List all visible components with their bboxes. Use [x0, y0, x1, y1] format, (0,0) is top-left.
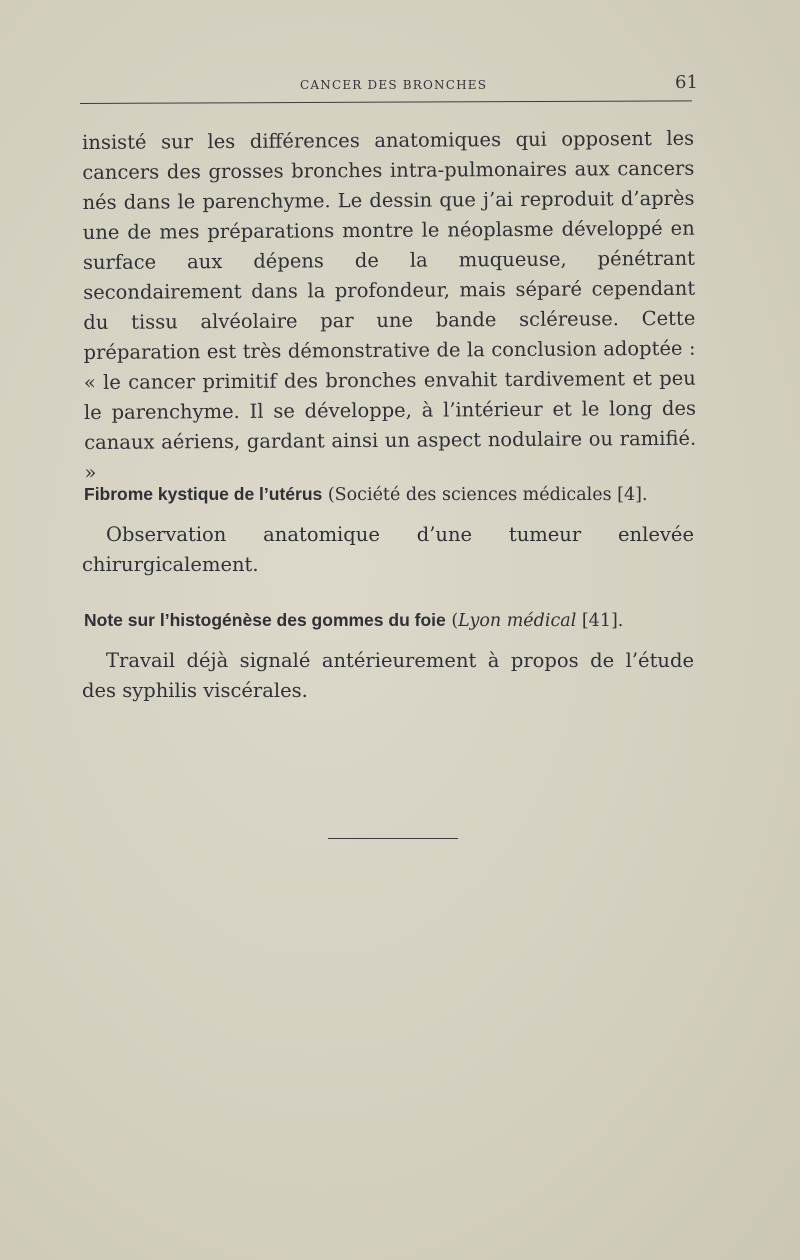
- entry-source-journal: Lyon médical: [458, 611, 577, 631]
- body-paragraph: insisté sur les différences anatomiques qui opposent les cancers des grosses bronches intra-pulmonaires aux cancers nés dans le parenchyme. Le dessin que j’ai reproduit d’après une de mes préparations montre le néoplasme développé en surface aux dépens de la muqueuse, pénétrant secondairement dans la profondeur, mais séparé cependant du tissu alvéolaire par une bande scléreuse. Cette préparation est très démonstrative de la conclusion adoptée : « le cancer primitif des bronches envahit tardivement et peu le parenchyme. Il se développe, à l’intérieur et le long des canaux aériens, gardant ainsi un aspect nodulaire ou ramifié. »: [82, 126, 697, 484]
- header-rule: [80, 100, 692, 104]
- entry-title: Fibrome kystique de l’utérus: [84, 484, 323, 504]
- entry-heading-fibrome: [84, 480, 696, 509]
- entry-description-gommes: Travail déjà signalé antérieurement à propos de l’étude des syphilis viscérales.: [82, 649, 694, 702]
- entry-title: Note sur l’histogénèse des gommes du foie: [84, 610, 446, 630]
- running-head-title: CANCER DES BRONCHES: [300, 78, 488, 92]
- entry-source-close: [41].: [576, 611, 624, 631]
- entry-source: (Société des sciences médicales [4].: [322, 485, 648, 505]
- entry-description-fibrome: Observation anatomique d’une tumeur enlevée chirurgicalement.: [82, 523, 694, 576]
- entry-source-paren: (: [445, 611, 459, 631]
- section-end-rule: [328, 838, 458, 839]
- entry-heading-gommes: [84, 606, 696, 635]
- page-number: 61: [675, 72, 698, 93]
